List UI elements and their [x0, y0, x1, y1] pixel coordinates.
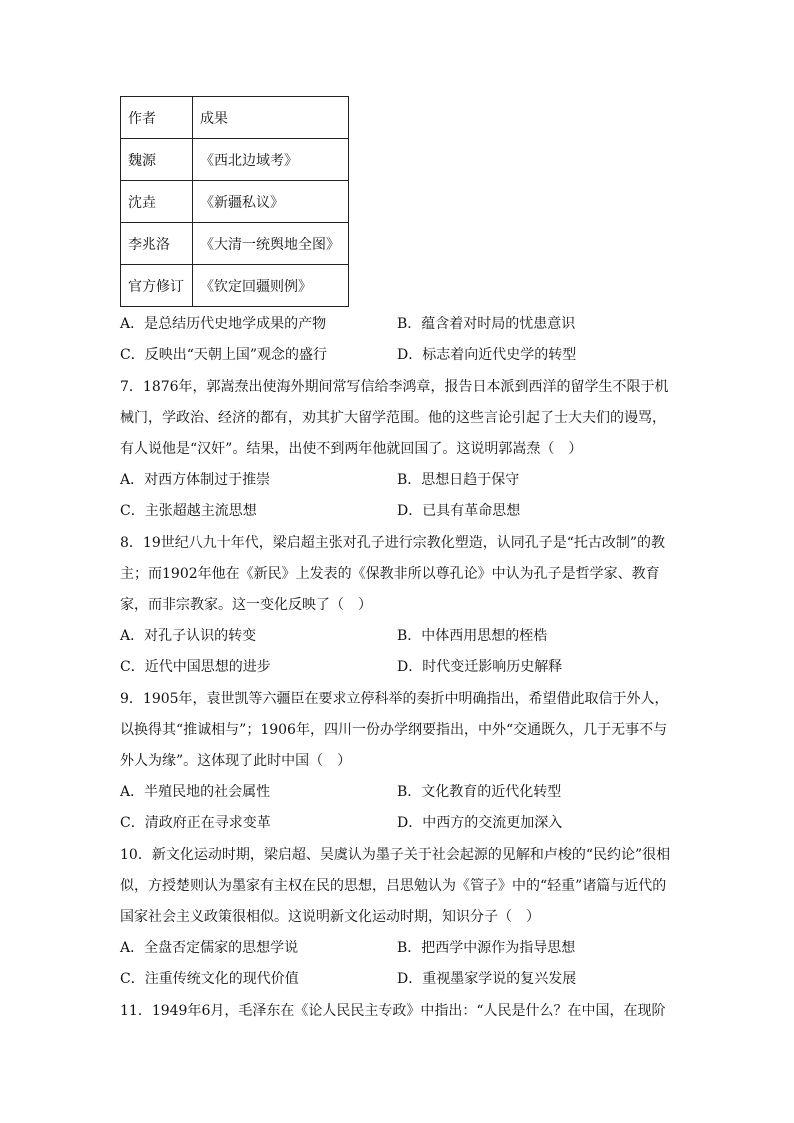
q8-option-b: B．中体西用思想的桎梏 [397, 628, 548, 644]
q8-option-a: A．对孔子认识的转变 [120, 628, 257, 644]
table-cell-work: 《西北边域考》 [193, 139, 349, 181]
q10-option-d: D．重视墨家学说的复兴发展 [397, 971, 577, 987]
q9-stem-line: 以换得其“推诚相与”；1906年，四川一份办学纲要指出，中外“交通既久，几于无事不与 [120, 722, 668, 738]
table-row [121, 223, 349, 265]
q9-option-c: C．清政府正在寻求变革 [120, 815, 271, 831]
table-cell-author: 沈垚 [121, 181, 193, 223]
q8-stem-line: 主；而1902年他在《新民》上发表的《保教非所以尊孔论》中认为孔子是哲学家、教育 [120, 566, 660, 582]
q10-option-c: C．注重传统文化的现代价值 [120, 971, 299, 987]
q7-option-a: A．对西方体制过于推崇 [120, 472, 271, 488]
q9-option-a: A．半殖民地的社会属性 [120, 784, 271, 800]
table-header-row [121, 97, 349, 139]
table-header-cell: 作者 [121, 97, 193, 139]
q6-option-b: B．蕴含着对时局的忧患意识 [397, 316, 576, 332]
table-row [121, 181, 349, 223]
q7-option-c: C．主张超越主流思想 [120, 503, 257, 519]
q7-option-b: B．思想日趋于保守 [397, 472, 520, 488]
q8-stem-line: 家，而非宗教家。这一变化反映了（ ） [120, 597, 372, 613]
q10-stem-line: 10．新文化运动时期，梁启超、吴虞认为墨子关于社会起源的见解和卢梭的“民约论”很相 [120, 847, 671, 863]
q9-option-d: D．中西方的交流更加深入 [397, 815, 563, 831]
q10-option-a: A．全盘否定儒家的思想学说 [120, 940, 299, 956]
table-cell-author: 魏源 [121, 139, 193, 181]
q10-option-b: B．把西学中源作为指导思想 [397, 940, 576, 956]
q7-stem-line: 有人说他是“汉奸”。结果，出使不到两年他就回国了。这说明郭嵩焘（ ） [120, 441, 583, 457]
q8-option-d: D．时代变迁影响历史解释 [397, 659, 563, 675]
q9-stem-line: 外人为缘”。这体现了此时中国（ ） [120, 753, 352, 769]
q7-stem-line: 械门，学政治、经济的都有，劝其扩大留学范围。他的这些言论引起了士大夫们的谩骂， [120, 410, 666, 426]
table-cell-work: 《钦定回疆则例》 [193, 265, 349, 307]
table-cell-work: 《新疆私议》 [193, 181, 349, 223]
table-header-cell: 成果 [193, 97, 349, 139]
q9-stem-line: 9．1905年，袁世凯等六疆臣在要求立停科举的奏折中明确指出，希望借此取信于外人， [120, 691, 669, 707]
q8-option-c: C．近代中国思想的进步 [120, 659, 271, 675]
q6-option-d: D．标志着向近代史学的转型 [397, 347, 577, 363]
table-row [121, 139, 349, 181]
table-row [121, 265, 349, 307]
q7-option-d: D．已具有革命思想 [397, 503, 521, 519]
q11-stem-line: 11．1949年6月，毛泽东在《论人民民主专政》中指出：“人民是什么？在中国，在现阶 [120, 1003, 666, 1019]
q10-stem-line: 似，方授楚则认为墨家有主权在民的思想，吕思勉认为《管子》中的“轻重”诸篇与近代的 [120, 878, 667, 894]
q8-stem-line: 8．19世纪八九十年代，梁启超主张对孔子进行宗教化塑造，认同孔子是“托古改制”的教 [120, 535, 666, 551]
q7-stem-line: 7．1876年，郭嵩焘出使海外期间常写信给李鸿章，报告日本派到西洋的留学生不限于机 [120, 379, 669, 395]
q6-option-a: A．是总结历代史地学成果的产物 [120, 316, 327, 332]
authors-works-table [120, 96, 349, 307]
table-cell-work: 《大清一统舆地全图》 [193, 223, 349, 265]
table-cell-author: 官方修订 [121, 265, 193, 307]
table-cell-author: 李兆洛 [121, 223, 193, 265]
q6-option-c: C．反映出“天朝上国”观念的盛行 [120, 347, 328, 363]
q10-stem-line: 国家社会主义政策很相似。这说明新文化运动时期，知识分子（ ） [120, 909, 540, 925]
q9-option-b: B．文化教育的近代化转型 [397, 784, 562, 800]
